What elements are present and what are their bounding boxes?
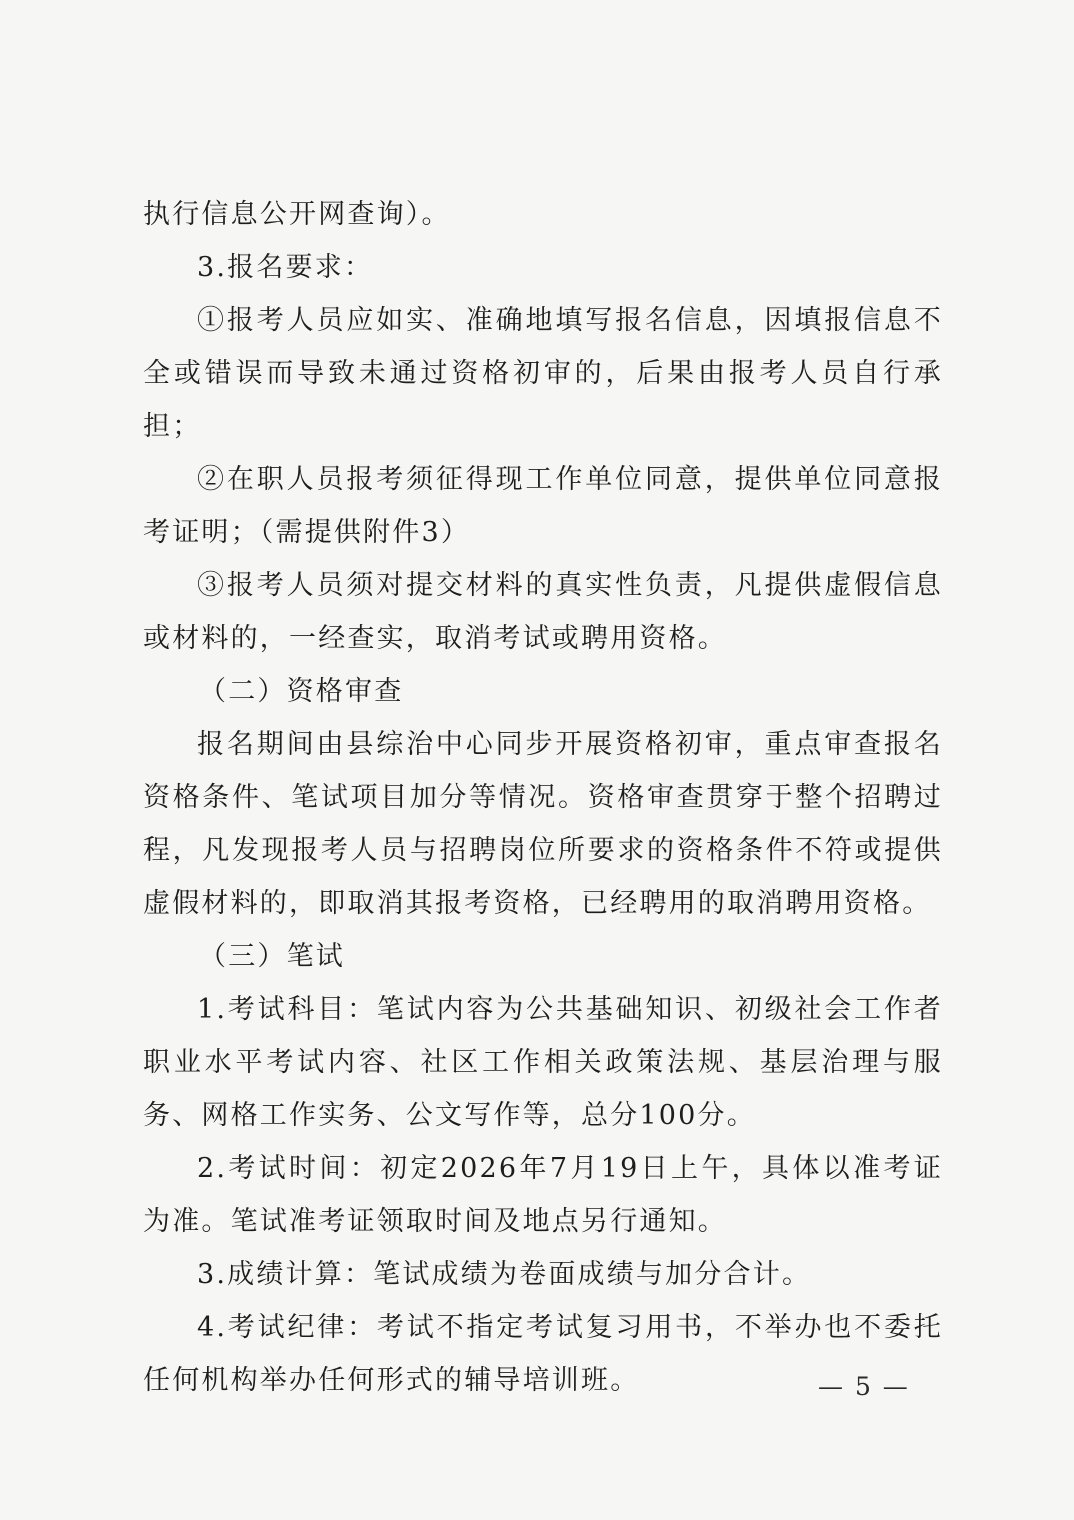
paragraph-registration-requirements-title: 3.报名要求： (197, 252, 374, 283)
section-heading-written-exam: （三）笔试 (199, 941, 345, 972)
page-number: — 5 — (818, 1372, 910, 1401)
paragraph-requirement-3: ③报考人员须对提交材料的真实性负责，凡提供虚假信息或材料的，一经查实，取消考试或聘用资格。 (143, 570, 943, 654)
paragraph-exam-discipline: 4.考试纪律：考试不指定考试复习用书，不举办也不委托任何机构举办任何形式的辅导培训班。 (143, 1312, 943, 1396)
paragraph-continuation: 执行信息公开网查询）。 (143, 199, 451, 230)
paragraph-requirement-2: ②在职人员报考须征得现工作单位同意，提供单位同意报考证明；（需提供附件3） (143, 464, 943, 548)
paragraph-exam-subjects: 1.考试科目：笔试内容为公共基础知识、初级社会工作者职业水平考试内容、社区工作相关政策法规、基层治理与服务、网格工作实务、公文写作等，总分100分。 (143, 994, 943, 1131)
paragraph-exam-time: 2.考试时间：初定2026年7月19日上午，具体以准考证为准。笔试准考证领取时间及地点另行通知。 (143, 1153, 943, 1237)
section-heading-qualification-review: （二）资格审查 (199, 676, 404, 707)
paragraph-score-calculation: 3.成绩计算：笔试成绩为卷面成绩与加分合计。 (197, 1259, 812, 1290)
paragraph-requirement-1: ①报考人员应如实、准确地填写报名信息，因填报信息不全或错误而导致未通过资格初审的，后果由报考人员自行承担； (143, 305, 943, 442)
paragraph-qualification-review: 报名期间由县综治中心同步开展资格初审，重点审查报名资格条件、笔试项目加分等情况。资格审查贯穿于整个招聘过程，凡发现报考人员与招聘岗位所要求的资格条件不符或提供虚假材料的，即取消其报考资格，已经聘用的取消聘用资格。 (143, 729, 943, 919)
document-body (143, 188, 943, 1407)
